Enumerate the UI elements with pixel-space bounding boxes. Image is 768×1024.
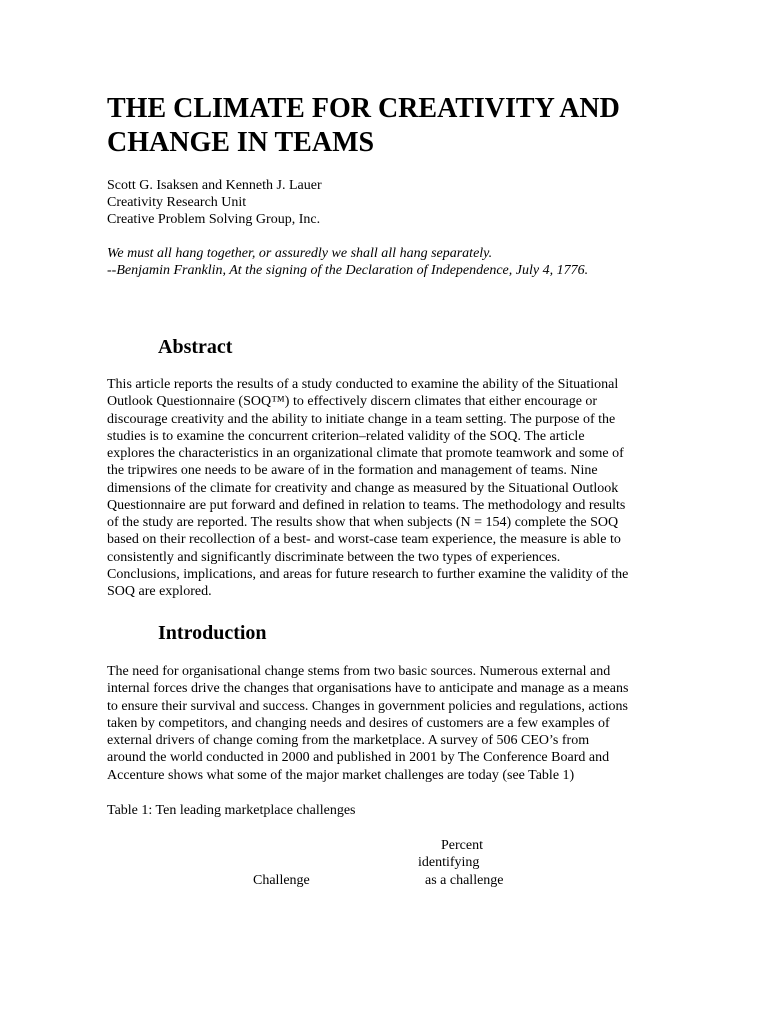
- table-header-percent: identifying: [418, 855, 480, 870]
- epigraph: [107, 245, 588, 279]
- author-organization: Creative Problem Solving Group, Inc.: [107, 212, 321, 227]
- epigraph-attribution: --Benjamin Franklin, At the signing of the Declaration of Independence, July 4, 1776.: [107, 263, 589, 278]
- introduction-line: external drivers of change coming from the marketplace. A survey of 506 CEO’s from: [107, 733, 590, 748]
- abstract-line: of the study are reported. The results show that when subjects (N = 154) complete the SOQ: [107, 515, 619, 530]
- abstract-line: consistently and significantly discriminate between the two types of experiences.: [107, 549, 561, 565]
- introduction-line: taken by competitors, and changing needs and desires of customers are a few examples of: [107, 715, 610, 731]
- abstract-line: explores the characteristics in an organizational climate that promote teamwork and some of: [107, 446, 624, 461]
- abstract-line: Outlook Questionnaire (SOQ™) to effectively discern climates that either encourage or: [107, 394, 598, 410]
- introduction-heading: Introduction: [158, 622, 267, 644]
- table-header-percent: Percent: [441, 838, 483, 853]
- abstract-line: dimensions of the climate for creativity and change as measured by the Situational Outlook: [107, 480, 619, 496]
- abstract-line: the tripwires one needs to be aware of in the formation and management of teams. Nine: [107, 463, 598, 479]
- abstract-line: based on their recollection of a best- and worst-case team experience, the measure is able to: [107, 532, 621, 548]
- introduction-line: The need for organisational change stems from two basic sources. Numerous external and: [107, 664, 611, 679]
- table-header-challenge: Challenge: [253, 873, 310, 888]
- introduction-paragraph: [107, 663, 667, 784]
- author-names: Scott G. Isaksen and Kenneth J. Lauer: [107, 178, 322, 193]
- document-title: THE CLIMATE FOR CREATIVITY AND CHANGE IN TEAMS: [107, 93, 620, 158]
- epigraph-quote: We must all hang together, or assuredly we shall all hang separately.: [107, 246, 493, 261]
- abstract-line: studies is to examine the concurrent criterion–related validity of the SOQ. The article: [107, 428, 585, 444]
- table-header-percent: as a challenge: [425, 873, 504, 888]
- abstract-paragraph: [107, 376, 667, 600]
- abstract-line: discourage creativity and the ability to initiate change in a team setting. The purpose of the: [107, 411, 616, 427]
- author-block: [107, 177, 322, 228]
- abstract-line: Questionnaire are put forward and defined in relation to teams. The methodology and results: [107, 497, 626, 513]
- abstract-line: This article reports the results of a study conducted to examine the ability of the Situational: [107, 377, 619, 392]
- author-unit: Creativity Research Unit: [107, 195, 247, 210]
- introduction-line: Accenture shows what some of the major market challenges are today (see Table 1): [107, 767, 575, 783]
- introduction-line: internal forces drive the changes that organisations have to anticipate and manage as a means: [107, 681, 629, 697]
- abstract-line: SOQ are explored.: [107, 584, 212, 599]
- abstract-line: Conclusions, implications, and areas for future research to further examine the validity of the: [107, 566, 629, 582]
- introduction-line: to ensure their survival and success. Changes in government policies and regulations, actions: [107, 698, 628, 714]
- abstract-heading: Abstract: [158, 336, 233, 358]
- table-caption: Table 1: Ten leading marketplace challenges: [107, 803, 356, 818]
- introduction-line: around the world conducted in 2000 and published in 2001 by The Conference Board and: [107, 750, 610, 766]
